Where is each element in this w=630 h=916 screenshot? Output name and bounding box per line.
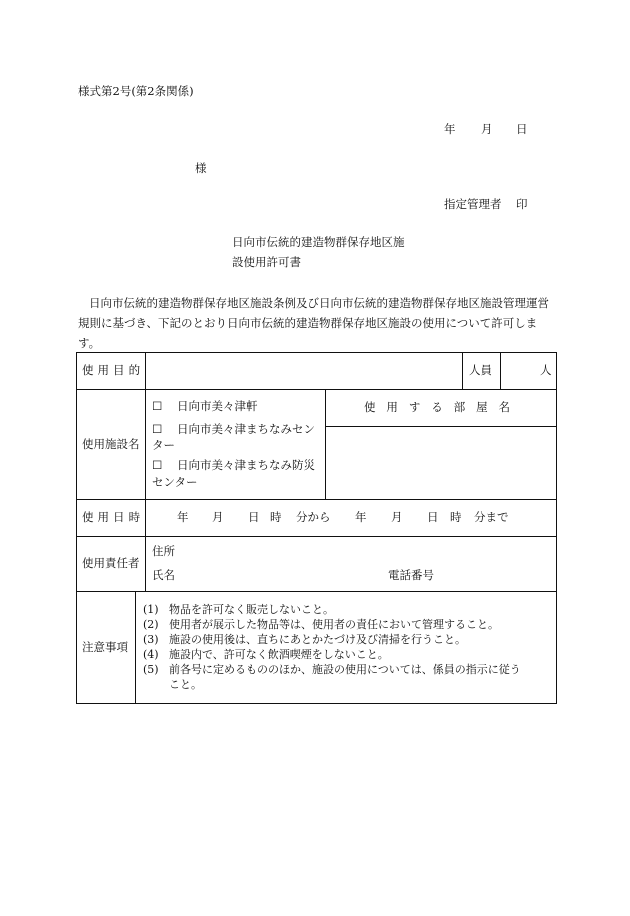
list-item: (2) 使用者が展示した物品等は、使用者の責任において管理すること。 <box>143 618 499 631</box>
to-year: 年 <box>355 510 367 524</box>
to-month: 月 <box>391 510 403 524</box>
seal-label: 印 <box>516 197 528 211</box>
facility-label: 使用施設名 <box>82 437 140 451</box>
to-minute: 分まで <box>474 510 509 524</box>
name-label: 氏名 <box>152 568 175 582</box>
date-day-label: 日 <box>516 122 528 136</box>
from-day: 日 <box>248 510 260 524</box>
issuer-label: 指定管理者 <box>444 197 502 211</box>
checkbox-icon[interactable]: ☐ <box>152 399 163 413</box>
document-title-line1: 日向市伝統的建造物群保存地区施 <box>232 235 405 249</box>
responsible-label: 使用責任者 <box>82 556 140 570</box>
list-item: (4) 施設内で、許可なく飲酒喫煙をしないこと。 <box>143 648 389 661</box>
form-number: 様式第2号(第2条関係) <box>78 84 194 98</box>
to-day: 日 <box>427 510 439 524</box>
facility-name: 日向市美々津軒 <box>177 399 258 413</box>
list-item: (1) 物品を許可なく販売しないこと。 <box>143 603 334 616</box>
address-label: 住所 <box>152 544 175 558</box>
checkbox-icon[interactable]: ☐ <box>152 422 163 436</box>
from-hour: 時 <box>270 510 282 524</box>
addressee-suffix: 様 <box>195 161 207 175</box>
document-title-line2: 設使用許可書 <box>232 255 301 269</box>
notes-label: 注意事項 <box>82 640 128 654</box>
people-unit: 人 <box>540 363 552 377</box>
to-hour: 時 <box>450 510 462 524</box>
facility-name-line1: 日向市美々津まちなみ防災 <box>177 458 315 472</box>
room-name-label: 使用する部屋名 <box>364 400 521 414</box>
list-item: (5) 前各号に定めるもののほか、施設の使用については、係員の指示に従う <box>143 663 521 676</box>
list-item: (3) 施設の使用後は、直ちにあとかたづけ及び清掃を行うこと。 <box>143 633 466 646</box>
purpose-label: 使用目的 <box>82 363 145 377</box>
list-item-continuation: こと。 <box>169 678 202 691</box>
phone-label: 電話番号 <box>388 568 434 582</box>
facility-name-line1: 日向市美々津まちなみセン <box>177 422 315 436</box>
people-label: 人員 <box>469 363 492 377</box>
datetime-label: 使用日時 <box>82 510 145 524</box>
permit-statement: 日向市伝統的建造物群保存地区施設条例及び日向市伝統的建造物群保存地区施設管理運営規則に基づき、下記のとおり日向市伝統的建造物群保存地区施設の使用について許可します。 <box>78 296 549 350</box>
from-month: 月 <box>212 510 224 524</box>
from-minute: 分から <box>296 510 331 524</box>
from-year: 年 <box>177 510 189 524</box>
date-year-label: 年 <box>444 122 456 136</box>
checkbox-icon[interactable]: ☐ <box>152 458 163 472</box>
facility-name-line2: センター <box>152 475 198 489</box>
date-month-label: 月 <box>481 122 493 136</box>
facility-name-line2: ター <box>152 438 175 452</box>
